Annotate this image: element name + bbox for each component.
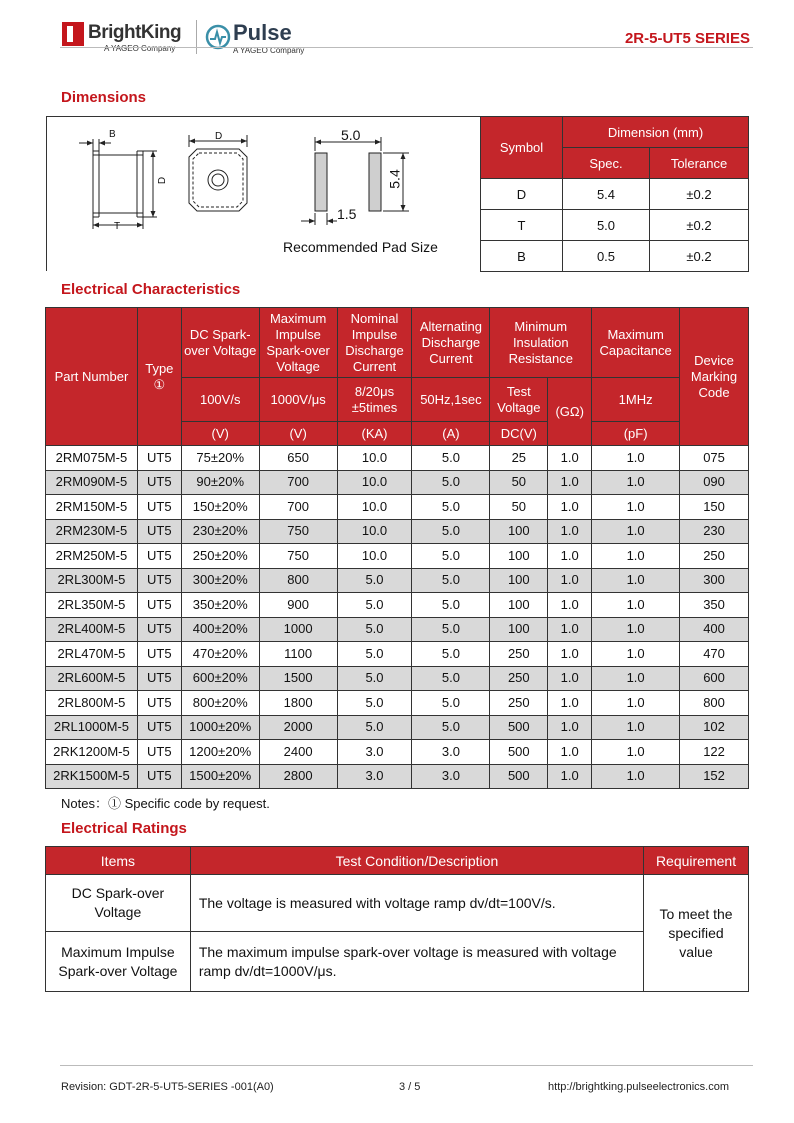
tolerance-header: Tolerance — [650, 148, 749, 179]
dc-voltage-cell: 800±20% — [181, 691, 259, 716]
rating-item: Maximum Impulse Spark-over Voltage — [46, 932, 191, 992]
alternating-current-cell: 5.0 — [412, 568, 490, 593]
nominal-current-cell: 5.0 — [337, 593, 412, 618]
test-voltage-header: Test Voltage — [490, 378, 548, 422]
insulation-cell: 1.0 — [548, 764, 592, 789]
spec-cell: 5.4 — [563, 179, 650, 210]
electrical-row — [46, 568, 749, 593]
impulse-voltage-cell: 1000 — [259, 617, 337, 642]
electrical-row — [46, 519, 749, 544]
dc-voltage-cell: 300±20% — [181, 568, 259, 593]
dc-voltage-cell: 350±20% — [181, 593, 259, 618]
brightking-logo — [62, 22, 192, 58]
dc-voltage-cell: 250±20% — [181, 544, 259, 569]
marking-code-cell: 075 — [680, 446, 749, 471]
alternating-current-cell: 3.0 — [412, 740, 490, 765]
electrical-row — [46, 764, 749, 789]
ratings-table — [45, 846, 749, 992]
nominal-current-cell: 10.0 — [337, 519, 412, 544]
dc-voltage-cell: 600±20% — [181, 666, 259, 691]
alternating-current-cell: 5.0 — [412, 715, 490, 740]
type-cell: UT5 — [137, 617, 181, 642]
impulse-voltage-cell: 1100 — [259, 642, 337, 667]
pulse-logo — [205, 22, 325, 58]
part-number-cell: 2RK1500M-5 — [46, 764, 138, 789]
insulation-cell: 1.0 — [548, 740, 592, 765]
type-cell: UT5 — [137, 715, 181, 740]
electrical-row — [46, 740, 749, 765]
marking-code-cell: 230 — [680, 519, 749, 544]
nominal-current-cell: 3.0 — [337, 740, 412, 765]
electrical-row — [46, 715, 749, 740]
capacitance-cell: 1.0 — [592, 495, 680, 520]
marking-code-cell: 102 — [680, 715, 749, 740]
impulse-voltage-cell: 1800 — [259, 691, 337, 716]
nominal-current-cell: 3.0 — [337, 764, 412, 789]
impulse-header: Maximum Impulse Spark-over Voltage — [259, 308, 337, 378]
dc-voltage-cell: 1500±20% — [181, 764, 259, 789]
alternating-current-cell: 5.0 — [412, 617, 490, 642]
label-b: B — [109, 129, 116, 140]
nominal-unit: (KA) — [337, 422, 412, 446]
marking-code-cell: 152 — [680, 764, 749, 789]
dc-voltage-cell: 1200±20% — [181, 740, 259, 765]
pad-gap-label: 1.5 — [337, 206, 357, 222]
brightking-subtitle: A YAGEO Company — [104, 44, 176, 53]
part-number-cell: 2RL800M-5 — [46, 691, 138, 716]
label-d-side: D — [157, 176, 169, 185]
capacitance-header: Maximum Capacitance — [592, 308, 680, 378]
dc-unit: (V) — [181, 422, 259, 446]
electrical-row — [46, 446, 749, 471]
pad-width-label: 5.0 — [341, 127, 361, 143]
pulse-name: Pulse — [233, 20, 292, 45]
insulation-cell: 1.0 — [548, 715, 592, 740]
marking-code-cell: 470 — [680, 642, 749, 667]
alternating-current-cell: 5.0 — [412, 691, 490, 716]
electrical-row — [46, 593, 749, 618]
type-cell: UT5 — [137, 593, 181, 618]
electrical-row — [46, 495, 749, 520]
type-cell: UT5 — [137, 666, 181, 691]
dc-header: DC Spark-over Voltage — [181, 308, 259, 378]
part-number-cell: 2RK1200M-5 — [46, 740, 138, 765]
impulse-unit: (V) — [259, 422, 337, 446]
impulse-voltage-cell: 2400 — [259, 740, 337, 765]
electrical-row — [46, 642, 749, 667]
capacitance-cell: 1.0 — [592, 740, 680, 765]
insulation-cell: 1.0 — [548, 617, 592, 642]
impulse-condition: 1000V/μs — [259, 378, 337, 422]
ratings-heading: Electrical Ratings — [61, 820, 187, 837]
insulation-cell: 1.0 — [548, 446, 592, 471]
electrical-row — [46, 544, 749, 569]
rating-row — [46, 875, 749, 932]
tolerance-cell: ±0.2 — [650, 210, 749, 241]
insulation-cell: 1.0 — [548, 642, 592, 667]
test-voltage-cell: 100 — [490, 519, 548, 544]
alternating-condition: 50Hz,1sec — [412, 378, 490, 422]
test-voltage-cell: 500 — [490, 740, 548, 765]
test-voltage-cell: 500 — [490, 715, 548, 740]
test-voltage-cell: 25 — [490, 446, 548, 471]
test-condition-header: Test Condition/Description — [190, 847, 643, 875]
symbol-cell: T — [481, 210, 563, 241]
footer-divider — [60, 1065, 753, 1066]
electrical-table — [45, 307, 749, 789]
pulse-subtitle: A YAGEO Company — [233, 46, 305, 55]
nominal-condition: 8/20μs ±5times — [337, 378, 412, 422]
alternating-current-cell: 5.0 — [412, 446, 490, 471]
label-d-top: D — [215, 131, 223, 142]
alternating-current-cell: 5.0 — [412, 495, 490, 520]
nominal-current-cell: 5.0 — [337, 691, 412, 716]
capacitance-cell: 1.0 — [592, 446, 680, 471]
test-voltage-cell: 50 — [490, 495, 548, 520]
part-number-cell: 2RM150M-5 — [46, 495, 138, 520]
alternating-current-cell: 5.0 — [412, 519, 490, 544]
dc-condition: 100V/s — [181, 378, 259, 422]
dc-voltage-cell: 470±20% — [181, 642, 259, 667]
marking-code-cell: 800 — [680, 691, 749, 716]
part-number-cell: 2RL400M-5 — [46, 617, 138, 642]
dc-voltage-cell: 75±20% — [181, 446, 259, 471]
dc-voltage-cell: 400±20% — [181, 617, 259, 642]
type-cell: UT5 — [137, 740, 181, 765]
test-voltage-cell: 100 — [490, 593, 548, 618]
type-cell: UT5 — [137, 495, 181, 520]
capacitance-cell: 1.0 — [592, 617, 680, 642]
impulse-voltage-cell: 650 — [259, 446, 337, 471]
test-voltage-cell: 500 — [490, 764, 548, 789]
impulse-voltage-cell: 700 — [259, 495, 337, 520]
insulation-cell: 1.0 — [548, 544, 592, 569]
impulse-voltage-cell: 2800 — [259, 764, 337, 789]
brightking-name: BrightKing — [88, 22, 182, 43]
test-voltage-cell: 100 — [490, 544, 548, 569]
type-cell: UT5 — [137, 544, 181, 569]
electrical-row — [46, 666, 749, 691]
capacitance-cell: 1.0 — [592, 715, 680, 740]
capacitance-cell: 1.0 — [592, 642, 680, 667]
alternating-current-cell: 5.0 — [412, 470, 490, 495]
alternating-header: Alternating Discharge Current — [412, 308, 490, 378]
insulation-cell: 1.0 — [548, 519, 592, 544]
marking-code-cell: 300 — [680, 568, 749, 593]
dimension-row — [481, 210, 749, 241]
capacitance-cell: 1.0 — [592, 691, 680, 716]
part-number-cell: 2RM230M-5 — [46, 519, 138, 544]
alternating-current-cell: 5.0 — [412, 642, 490, 667]
impulse-voltage-cell: 700 — [259, 470, 337, 495]
dimension-table — [480, 116, 749, 272]
marking-header: Device Marking Code — [680, 308, 749, 446]
website-link[interactable]: http://brightking.pulseelectronics.com — [548, 1081, 729, 1093]
alternating-unit: (A) — [412, 422, 490, 446]
electrical-row — [46, 617, 749, 642]
rating-item: DC Spark-over Voltage — [46, 875, 191, 932]
notes: Notes：① Specific code by request. — [61, 796, 270, 811]
nominal-current-cell: 10.0 — [337, 470, 412, 495]
alternating-current-cell: 5.0 — [412, 666, 490, 691]
type-cell: UT5 — [137, 446, 181, 471]
part-number-cell: 2RL470M-5 — [46, 642, 138, 667]
type-cell: UT5 — [137, 519, 181, 544]
test-voltage-cell: 250 — [490, 691, 548, 716]
alternating-current-cell: 5.0 — [412, 544, 490, 569]
requirement-header: Requirement — [644, 847, 749, 875]
capacitance-cell: 1.0 — [592, 764, 680, 789]
symbol-cell: D — [481, 179, 563, 210]
test-voltage-cell: 100 — [490, 568, 548, 593]
dc-voltage-cell: 90±20% — [181, 470, 259, 495]
capacitance-cell: 1.0 — [592, 568, 680, 593]
type-cell: UT5 — [137, 568, 181, 593]
part-number-cell: 2RL350M-5 — [46, 593, 138, 618]
header-divider — [60, 47, 753, 48]
capacitance-cell: 1.0 — [592, 470, 680, 495]
pad-caption: Recommended Pad Size — [283, 239, 438, 255]
revision-text: Revision: GDT-2R-5-UT5-SERIES -001(A0) — [61, 1081, 274, 1093]
spec-cell: 5.0 — [563, 210, 650, 241]
dc-voltage-cell: 230±20% — [181, 519, 259, 544]
dc-voltage-cell: 150±20% — [181, 495, 259, 520]
rating-description: The voltage is measured with voltage ramp dv/dt=100V/s. — [190, 875, 643, 932]
electrical-row — [46, 470, 749, 495]
insulation-cell: 1.0 — [548, 666, 592, 691]
marking-code-cell: 400 — [680, 617, 749, 642]
marking-code-cell: 350 — [680, 593, 749, 618]
marking-code-cell: 090 — [680, 470, 749, 495]
nominal-current-cell: 10.0 — [337, 446, 412, 471]
brightking-mark-icon — [62, 22, 84, 46]
nominal-current-cell: 10.0 — [337, 544, 412, 569]
tolerance-cell: ±0.2 — [650, 179, 749, 210]
insulation-header: Minimum Insulation Resistance — [490, 308, 592, 378]
dimensions-drawing-box — [46, 116, 481, 271]
type-cell: UT5 — [137, 691, 181, 716]
series-title: 2R-5-UT5 SERIES — [624, 30, 750, 47]
test-voltage-unit: DC(V) — [490, 422, 548, 446]
nominal-header: Nominal Impulse Discharge Current — [337, 308, 412, 378]
spec-cell: 0.5 — [563, 241, 650, 272]
impulse-voltage-cell: 2000 — [259, 715, 337, 740]
electrical-row — [46, 691, 749, 716]
part-number-cell: 2RM250M-5 — [46, 544, 138, 569]
marking-code-cell: 150 — [680, 495, 749, 520]
impulse-voltage-cell: 800 — [259, 568, 337, 593]
insulation-cell: 1.0 — [548, 691, 592, 716]
type-cell: UT5 — [137, 764, 181, 789]
impulse-voltage-cell: 750 — [259, 519, 337, 544]
nominal-current-cell: 10.0 — [337, 495, 412, 520]
insulation-cell: 1.0 — [548, 593, 592, 618]
capacitance-cell: 1.0 — [592, 544, 680, 569]
part-number-header: Part Number — [46, 308, 138, 446]
impulse-voltage-cell: 750 — [259, 544, 337, 569]
logo-separator — [196, 20, 197, 54]
rating-description: The maximum impulse spark-over voltage is measured with voltage ramp dv/dt=1000V/μs. — [190, 932, 643, 992]
dc-voltage-cell: 1000±20% — [181, 715, 259, 740]
part-number-cell: 2RL300M-5 — [46, 568, 138, 593]
test-voltage-cell: 250 — [490, 666, 548, 691]
page-number: 3 / 5 — [399, 1081, 421, 1093]
electrical-heading: Electrical Characteristics — [61, 281, 241, 298]
rating-row — [46, 932, 749, 992]
impulse-voltage-cell: 1500 — [259, 666, 337, 691]
marking-code-cell: 250 — [680, 544, 749, 569]
spec-header: Spec. — [563, 148, 650, 179]
type-cell: UT5 — [137, 470, 181, 495]
impulse-voltage-cell: 900 — [259, 593, 337, 618]
dimension-header: Dimension (mm) — [563, 117, 749, 148]
symbol-header: Symbol — [481, 117, 563, 179]
capacitance-unit: (pF) — [592, 422, 680, 446]
capacitance-condition: 1MHz — [592, 378, 680, 422]
part-number-cell: 2RM075M-5 — [46, 446, 138, 471]
label-t: T — [114, 221, 121, 232]
insulation-cell: 1.0 — [548, 495, 592, 520]
dimensions-heading: Dimensions — [61, 89, 147, 106]
type-header: Type ① — [137, 308, 181, 446]
test-voltage-cell: 250 — [490, 642, 548, 667]
nominal-current-cell: 5.0 — [337, 568, 412, 593]
part-number-cell: 2RM090M-5 — [46, 470, 138, 495]
nominal-current-cell: 5.0 — [337, 642, 412, 667]
alternating-current-cell: 3.0 — [412, 764, 490, 789]
test-voltage-cell: 100 — [490, 617, 548, 642]
type-cell: UT5 — [137, 642, 181, 667]
insulation-unit: (GΩ) — [548, 378, 592, 446]
test-voltage-cell: 50 — [490, 470, 548, 495]
nominal-current-cell: 5.0 — [337, 715, 412, 740]
requirement-cell: To meet the specified value — [644, 875, 749, 992]
nominal-current-cell: 5.0 — [337, 617, 412, 642]
capacitance-cell: 1.0 — [592, 519, 680, 544]
insulation-cell: 1.0 — [548, 568, 592, 593]
part-number-cell: 2RL600M-5 — [46, 666, 138, 691]
insulation-cell: 1.0 — [548, 470, 592, 495]
capacitance-cell: 1.0 — [592, 593, 680, 618]
nominal-current-cell: 5.0 — [337, 666, 412, 691]
pad-height-label: 5.4 — [386, 169, 403, 189]
marking-code-cell: 122 — [680, 740, 749, 765]
tolerance-cell: ±0.2 — [650, 241, 749, 272]
dimension-row — [481, 179, 749, 210]
part-number-cell: 2RL1000M-5 — [46, 715, 138, 740]
symbol-cell: B — [481, 241, 563, 272]
marking-code-cell: 600 — [680, 666, 749, 691]
dimension-row — [481, 241, 749, 272]
capacitance-cell: 1.0 — [592, 666, 680, 691]
alternating-current-cell: 5.0 — [412, 593, 490, 618]
items-header: Items — [46, 847, 191, 875]
